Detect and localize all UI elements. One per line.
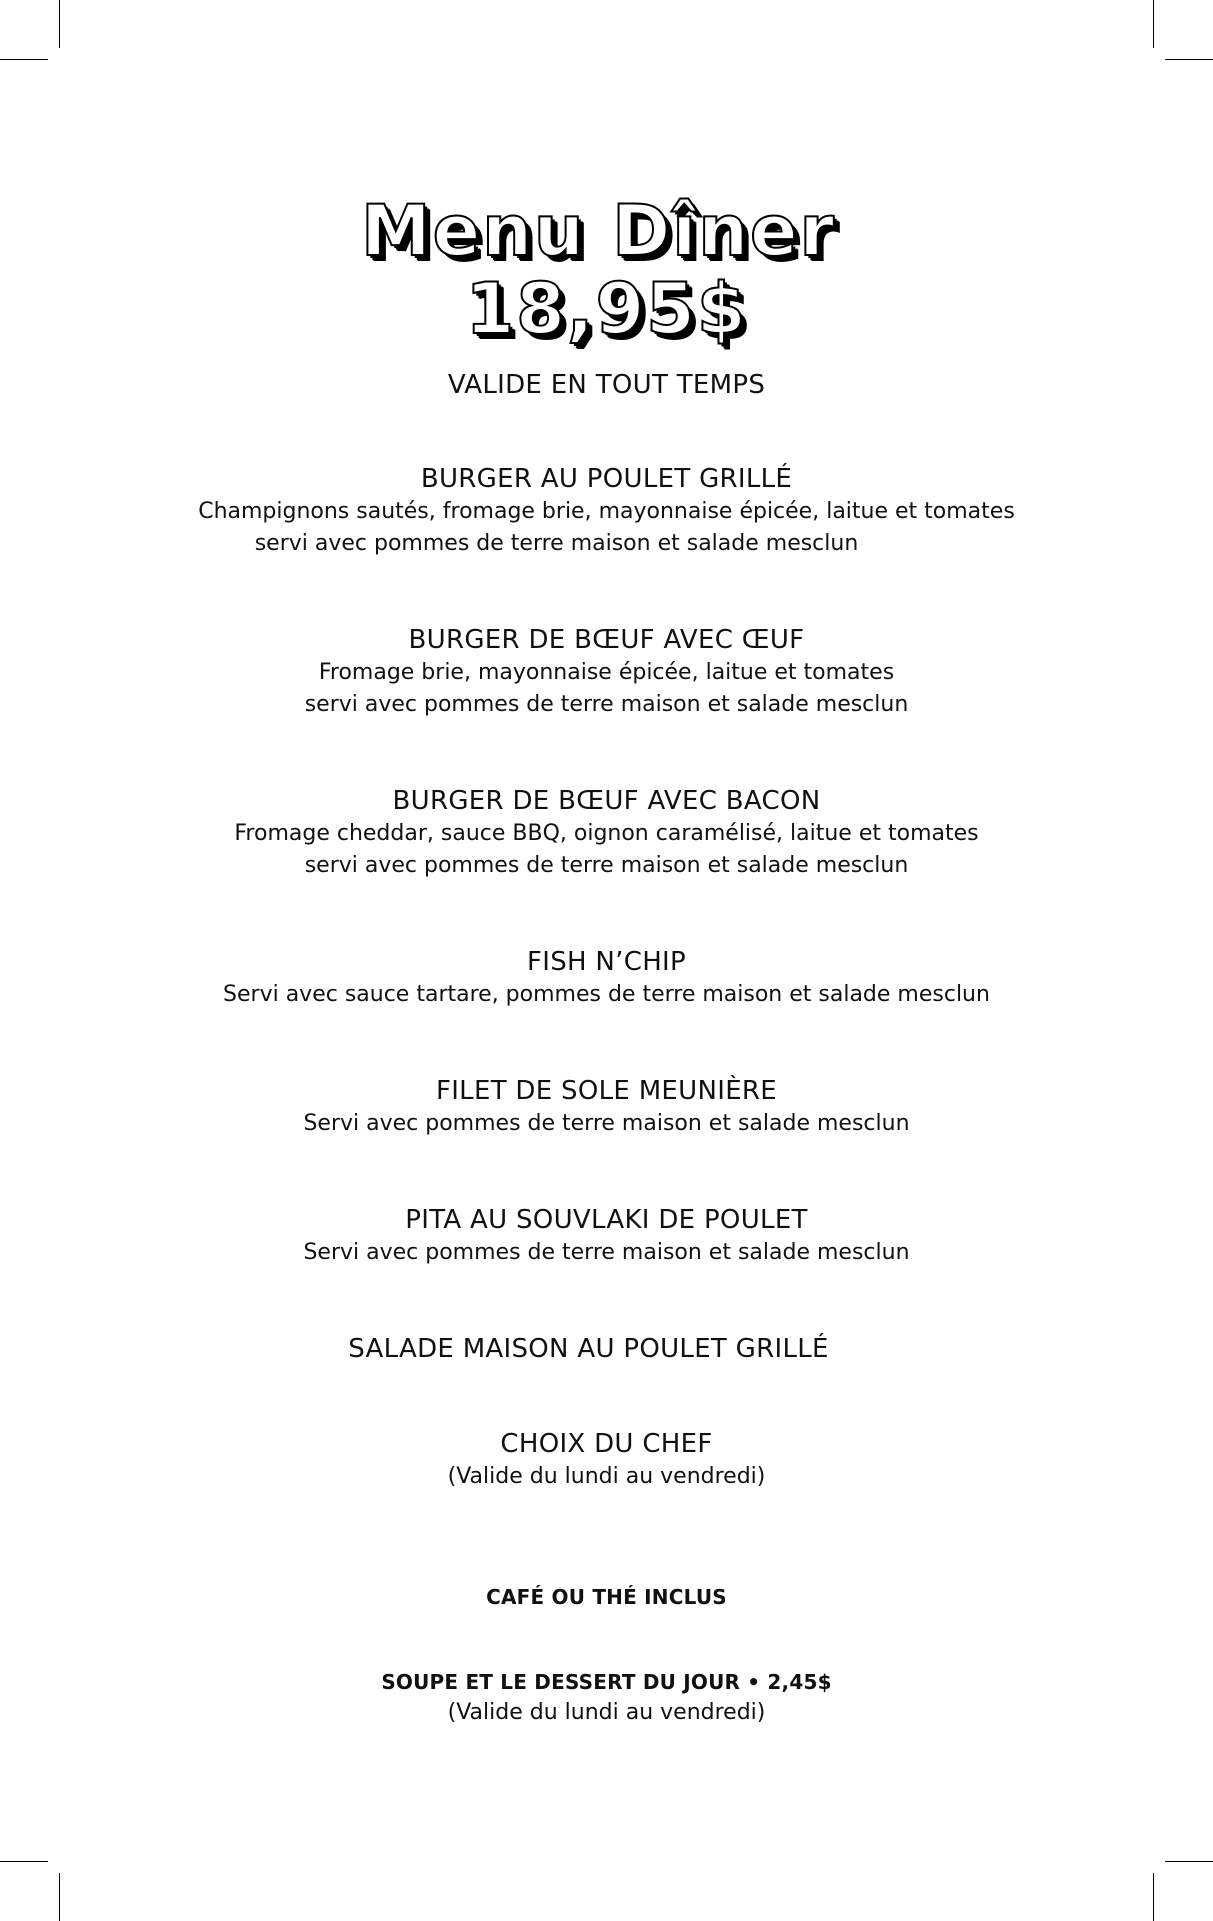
menu-item (0, 1332, 1195, 1366)
menu-item-name: FISH N’CHIP (526, 947, 686, 977)
crop-mark-top-left-vertical (59, 0, 60, 48)
menu-item (0, 1074, 1213, 1140)
crop-mark-top-right-vertical (1153, 0, 1154, 48)
soup-dessert-offer: SOUPE ET LE DESSERT DU JOUR • 2,45$ (381, 1670, 832, 1694)
menu-title (0, 192, 1213, 348)
crop-mark-bottom-right-vertical (1153, 1873, 1154, 1921)
menu-item (0, 623, 1213, 721)
crop-mark-bottom-left-vertical (59, 1873, 60, 1921)
menu-item-description: (Valide du lundi au vendredi) (447, 1464, 766, 1489)
crop-mark-bottom-left-horizontal (0, 1861, 48, 1862)
menu-item-description: Servi avec pommes de terre maison et salade mesclun (303, 1111, 910, 1136)
menu-item (0, 784, 1213, 882)
beverage-included: CAFÉ OU THÉ INCLUS (486, 1585, 727, 1609)
crop-mark-top-right-horizontal (1165, 59, 1213, 60)
menu-item-description: servi avec pommes de terre maison et salade mesclun (304, 853, 909, 878)
menu-item-description: Servi avec sauce tartare, pommes de terre maison et salade mesclun (223, 982, 990, 1007)
menu-item-name: CHOIX DU CHEF (500, 1429, 713, 1459)
menu-item-description: Servi avec pommes de terre maison et salade mesclun (303, 1240, 910, 1265)
menu-item-name: SALADE MAISON AU POULET GRILLÉ (348, 1334, 829, 1364)
menu-item-description: Champignons sautés, fromage brie, mayonnaise épicée, laitue et tomates (198, 499, 1015, 524)
menu-item-description: Fromage brie, mayonnaise épicée, laitue et tomates (318, 660, 895, 685)
menu-price: 18,95$ (465, 268, 748, 350)
menu-item-description: servi avec pommes de terre maison et salade mesclun (254, 531, 859, 556)
menu-item (0, 1427, 1213, 1493)
menu-item-description: servi avec pommes de terre maison et salade mesclun (304, 692, 909, 717)
menu-item-name: PITA AU SOUVLAKI DE POULET (405, 1205, 808, 1235)
menu-item-name: BURGER AU POULET GRILLÉ (420, 464, 793, 494)
menu-item-name: BURGER DE BŒUF AVEC ŒUF (408, 625, 805, 655)
menu-title-text: Menu Dîner (360, 190, 837, 272)
menu-item-name: FILET DE SOLE MEUNIÈRE (435, 1076, 778, 1106)
menu-item (0, 945, 1213, 1011)
validity-note: VALIDE EN TOUT TEMPS (447, 370, 766, 400)
menu-item (0, 462, 1213, 560)
menu-item (0, 1203, 1213, 1269)
soup-dessert-validity: (Valide du lundi au vendredi) (447, 1700, 766, 1725)
crop-mark-top-left-horizontal (0, 59, 48, 60)
menu-item-description: Fromage cheddar, sauce BBQ, oignon caramélisé, laitue et tomates (234, 821, 979, 846)
menu-item-name: BURGER DE BŒUF AVEC BACON (392, 786, 821, 816)
crop-mark-bottom-right-horizontal (1165, 1861, 1213, 1862)
